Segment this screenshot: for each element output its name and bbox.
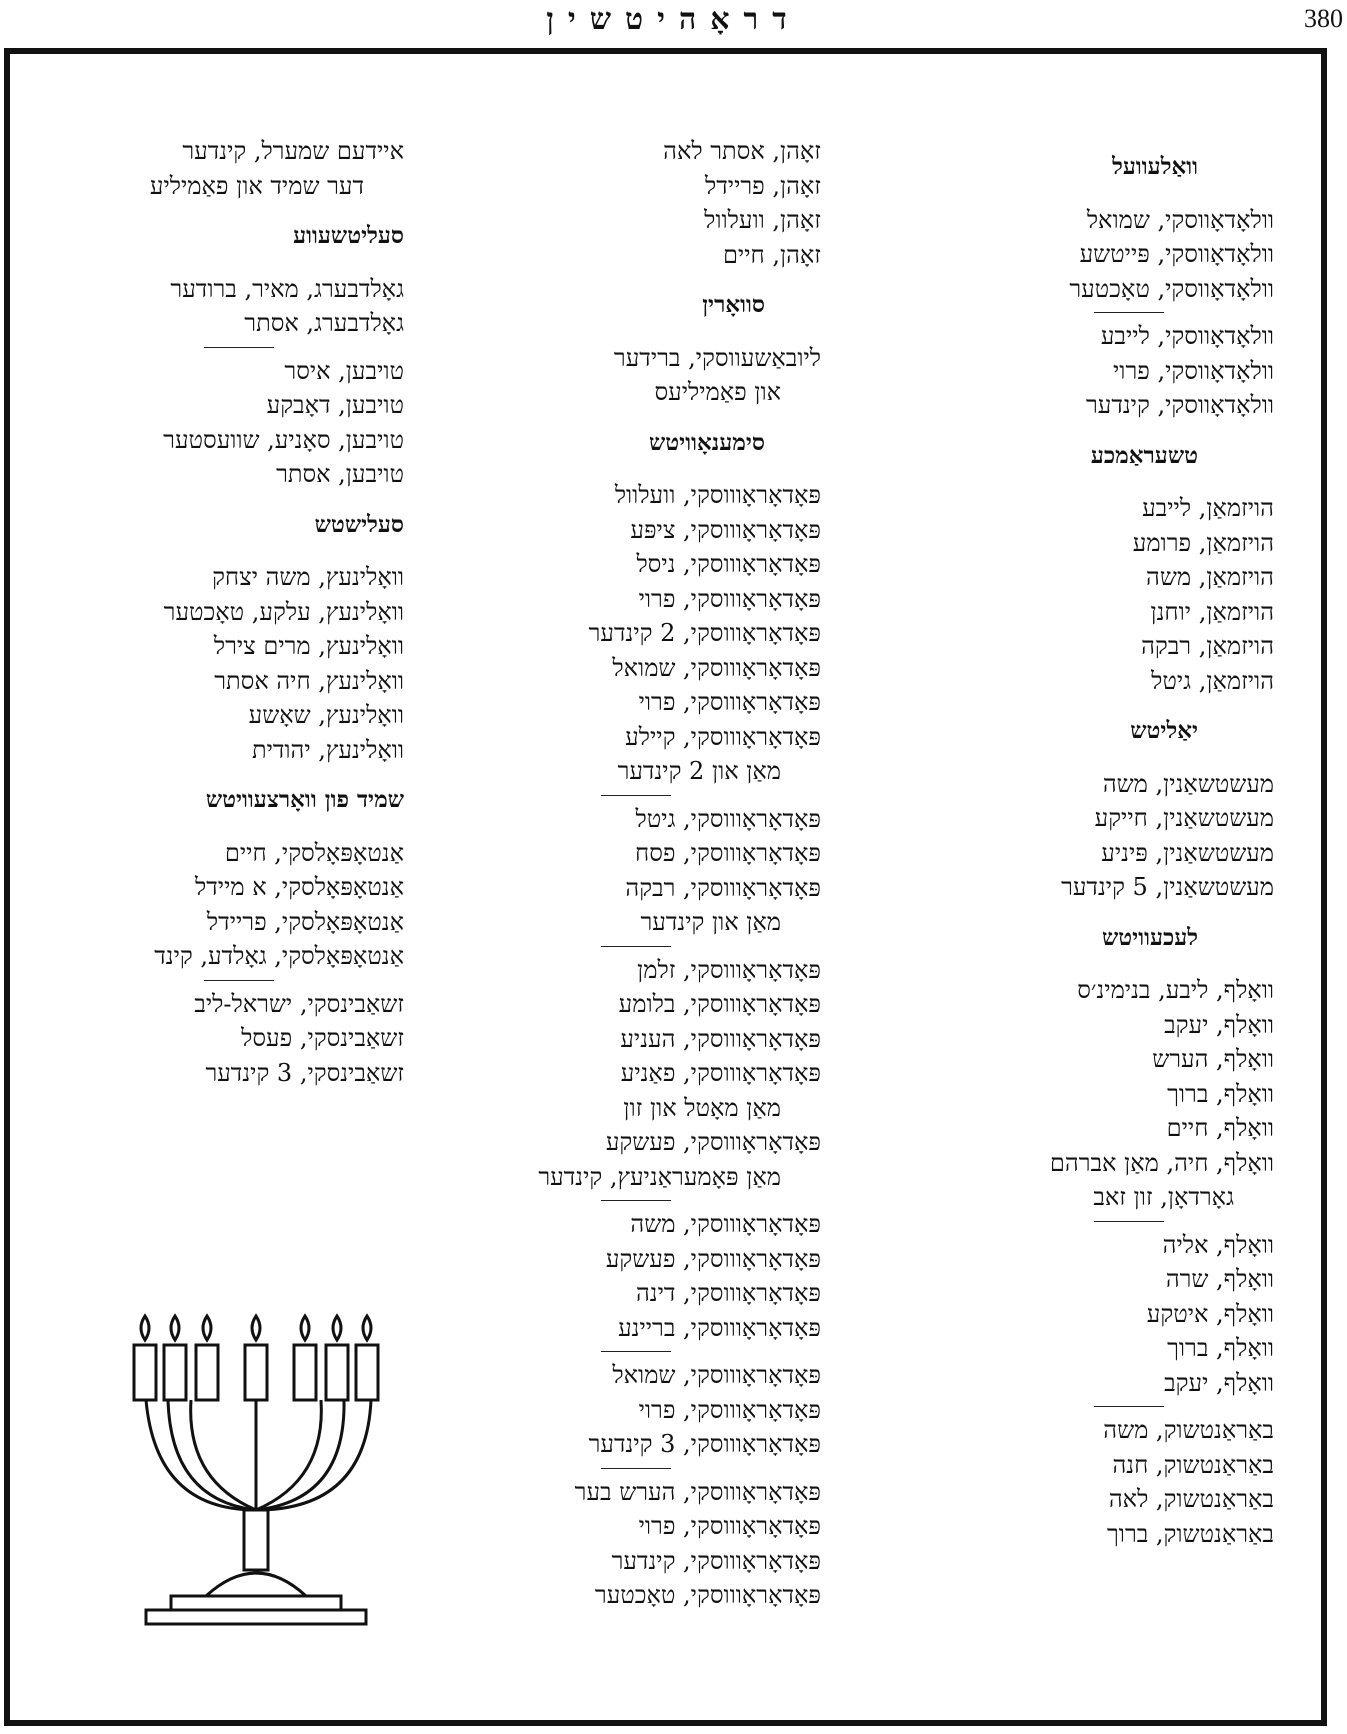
name-group — [904, 767, 1274, 905]
section — [441, 288, 821, 410]
section — [904, 921, 1274, 1552]
name-entry: הויזמאַן, יוחנן — [1150, 597, 1274, 626]
name-entry: אַנטאָפּאָלסקי, פריידל — [206, 907, 404, 936]
name-entry: אַנטאָפּאָלסקי, א מיידל — [195, 873, 404, 901]
name-entry: פּאָדאָראָוווסקי, פרוי — [638, 1512, 821, 1540]
page-number: 380 — [1304, 4, 1343, 33]
group-separator — [1094, 1221, 1164, 1222]
section — [24, 134, 404, 203]
name-entry: פּאָדאָראָוווסקי, העניע — [620, 1024, 821, 1053]
name-entry: מעשטשאַנין, 5 קינדער — [1061, 873, 1274, 901]
name-group — [904, 973, 1274, 1215]
name-entry: זשאַבינסקי, ישראל-ליב — [194, 989, 404, 1018]
group-separator — [601, 946, 671, 947]
name-entry: וולאָדאָווסקי, לייבע — [1100, 322, 1274, 350]
name-entry: פּאָדאָראָוווסקי, ניסל — [636, 550, 821, 578]
name-entry: פּאָדאָראָוווסקי, גיטל — [635, 804, 821, 833]
name-group — [441, 134, 821, 272]
name-entry: מאַן מאָטל און זון — [623, 1093, 781, 1122]
group-separator — [601, 795, 671, 796]
name-group — [24, 272, 404, 341]
name-entry: גאָלדבערג, מאיר, ברודער — [170, 274, 404, 303]
name-entry: זאָהן, וועלוול — [704, 206, 821, 234]
name-entry: וולאָדאָווסקי, קינדער — [1085, 391, 1274, 419]
name-entry: איידעם שמערל, קינדער — [182, 137, 404, 165]
group-separator — [601, 1351, 671, 1352]
column-left — [24, 134, 404, 1098]
name-entry: זאָהן, חיים — [722, 240, 821, 269]
name-group — [24, 134, 404, 203]
name-entry: וואָלף, חיה, מאַן אברהם — [1049, 1148, 1274, 1177]
name-entry: וואָלינעץ, משה יצחק — [212, 563, 404, 591]
name-entry: פּאָדאָראָוווסקי, שמואל — [612, 1361, 821, 1389]
name-entry: וולאָדאָווסקי, שמואל — [1086, 205, 1274, 234]
name-entry: פּאָדאָראָוווסקי, קינדער — [611, 1546, 821, 1575]
name-group — [24, 354, 404, 492]
name-entry: פּאָדאָראָוווסקי, טאָכטער — [594, 1581, 821, 1609]
menorah-icon — [116, 1310, 396, 1640]
section — [24, 783, 404, 1090]
name-entry: וואָלף, ליבע, בנימינ׳ס — [1077, 976, 1274, 1004]
name-group — [441, 1207, 821, 1345]
name-entry: זאָהן, פריידל — [705, 171, 821, 200]
group-separator — [204, 980, 274, 981]
name-group — [441, 478, 821, 789]
section-heading: שמיד פון וואָרצעוויטש — [205, 786, 404, 813]
name-entry: וולאָדאָווסקי, טאָכטער — [1069, 274, 1274, 303]
name-entry: פּאָדאָראָוווסקי, פרוי — [638, 584, 821, 613]
name-group — [441, 953, 821, 1195]
name-entry: מאַן און קינדער — [640, 908, 781, 936]
name-entry: פּאָדאָראָוווסקי, רבקה — [625, 873, 821, 902]
section-heading: סעליטשעווע — [293, 222, 404, 249]
name-entry: פּאָדאָראָוווסקי, דינה — [635, 1279, 821, 1307]
name-entry: באַראַנטשוק, חנה — [1112, 1450, 1274, 1479]
name-entry: פּאָדאָראָוווסקי, בריינע — [618, 1313, 821, 1342]
name-entry: הויזמאַן, פרומע — [1132, 528, 1274, 557]
name-entry: וואָלינעץ, חיה אסתר — [214, 666, 404, 695]
name-entry: פּאָדאָראָוווסקי, פסח — [634, 839, 821, 867]
section — [904, 439, 1274, 699]
section — [904, 714, 1274, 905]
section — [441, 134, 821, 272]
page-title: דראָהיטשין — [546, 2, 801, 37]
name-entry: פּאָדאָראָוווסקי, ציפּע — [630, 515, 821, 544]
section — [24, 508, 404, 768]
name-entry: וואָלף, איטקע — [1146, 1299, 1274, 1328]
name-group — [441, 802, 821, 940]
name-entry: באַראַנטשוק, ברוך — [1107, 1519, 1274, 1548]
name-entry: פּאָדאָראָוווסקי, שמואל — [612, 653, 821, 682]
name-entry: טויבען, דאָבקע — [266, 391, 404, 419]
section — [441, 426, 821, 1613]
name-entry: פּאָדאָראָוווסקי, קיילע — [625, 722, 821, 751]
name-entry: וואָלף, אליה — [1162, 1230, 1274, 1259]
name-entry: וואָלינעץ, יהודית — [251, 735, 404, 764]
name-entry: הויזמאַן, לייבע — [1142, 494, 1274, 522]
name-entry: מעשטשאַנין, פּיניע — [1101, 838, 1274, 867]
section-heading: יאַליטש — [1130, 717, 1198, 744]
column-middle — [441, 134, 821, 1621]
section-heading: סימענאָוויטש — [649, 428, 765, 456]
name-entry: זאָהן, אסתר לאה — [663, 137, 821, 165]
name-group — [441, 1358, 821, 1462]
name-entry: וולאָדאָווסקי, פּייטשע — [1079, 240, 1274, 268]
section-heading: וואַלעוועל — [1112, 153, 1198, 180]
group-separator — [601, 1200, 671, 1201]
name-entry: פּאָדאָראָוווסקי, בלומע — [618, 990, 821, 1018]
name-entry: מאַן פּאָמעראַניעץ, קינדער — [538, 1162, 781, 1191]
column-right — [904, 134, 1274, 1559]
name-entry: וואָלף, הערש — [1152, 1045, 1274, 1073]
name-entry: וואָלף, שרה — [1165, 1265, 1274, 1293]
name-entry: וואָלף, יעקב — [1164, 1010, 1274, 1039]
section-heading: טשעראַמכע — [1090, 441, 1198, 469]
name-entry: גאָלדבערג, אסתר — [244, 309, 404, 337]
name-group — [904, 319, 1274, 423]
group-separator — [601, 1468, 671, 1469]
name-group — [441, 341, 821, 410]
name-entry: פּאָדאָראָוווסקי, משה — [630, 1210, 821, 1238]
name-entry: זשאַבינסקי, פעסל — [241, 1024, 404, 1052]
name-entry: וואָלף, ברוך — [1167, 1079, 1274, 1108]
name-entry: גאָרדאָן, זון זאב — [1093, 1183, 1234, 1211]
name-entry: וואָלף, יעקב — [1164, 1368, 1274, 1397]
name-entry: פּאָדאָראָוווסקי, פעשקע — [605, 1128, 821, 1156]
name-entry: דער שמיד און פאַמיליע — [149, 171, 364, 200]
name-entry: פּאָדאָראָוווסקי, 2 קינדער — [588, 619, 821, 647]
name-group — [904, 1413, 1274, 1551]
name-entry: וואָלף, ברוך — [1167, 1334, 1274, 1362]
section — [24, 219, 404, 492]
name-entry: באַראַנטשוק, לאה — [1108, 1485, 1274, 1513]
name-group — [24, 560, 404, 767]
name-entry: פּאָדאָראָוווסקי, פעשקע — [605, 1244, 821, 1273]
name-entry: באַראַנטשוק, משה — [1103, 1416, 1274, 1444]
name-entry: מעשטשאַנין, חייקע — [1094, 804, 1274, 832]
name-entry: אַנטאָפּאָלסקי, חיים — [224, 838, 404, 867]
name-entry: פּאָדאָראָוווסקי, 3 קינדער — [588, 1430, 821, 1458]
section-heading: לעכעוויטש — [1101, 923, 1198, 951]
name-entry: מעשטשאַנין, משה — [1102, 769, 1274, 798]
name-entry: אַנטאָפּאָלסקי, גאָלדע, קינד — [154, 942, 404, 970]
name-group — [441, 1475, 821, 1613]
name-entry: וואָלינעץ, עלקע, טאָכטער — [163, 597, 404, 626]
section-heading: סעלישטש — [314, 510, 404, 538]
name-entry: פּאָדאָראָוווסקי, פרוי — [638, 688, 821, 716]
group-separator — [204, 347, 274, 348]
name-entry: טויבען, אסתר — [276, 460, 404, 488]
name-entry: הויזמאַן, משה — [1146, 563, 1274, 591]
name-entry: טויבען, סאָניע, שוועסטער — [163, 425, 404, 454]
name-group — [24, 836, 404, 974]
name-entry: וואָלינעץ, שאָשע — [248, 701, 404, 729]
group-separator — [1094, 312, 1164, 313]
name-entry: וולאָדאָווסקי, פרוי — [1113, 356, 1274, 385]
name-entry: פּאָדאָראָוווסקי, הערש בער — [574, 1477, 821, 1506]
name-entry: הויזמאַן, גיטל — [1151, 666, 1274, 695]
name-entry: ליובאַשעווסקי, ברידער — [613, 343, 821, 372]
name-group — [24, 987, 404, 1091]
name-entry: פּאָדאָראָוווסקי, וועלוול — [614, 481, 821, 509]
name-entry: זשאַבינסקי, 3 קינדער — [205, 1058, 404, 1087]
section-heading: סוואָרין — [702, 291, 765, 318]
section — [904, 150, 1274, 423]
name-group — [904, 203, 1274, 307]
name-entry: וואָלינעץ, מרים צירל — [213, 632, 404, 660]
group-separator — [1094, 1406, 1164, 1407]
name-entry: פּאָדאָראָוווסקי, פרוי — [638, 1395, 821, 1424]
name-entry: וואָלף, חיים — [1166, 1114, 1274, 1142]
name-entry: מאַן און 2 קינדער — [617, 757, 781, 785]
name-entry: הויזמאַן, רבקה — [1141, 632, 1274, 660]
name-entry: טויבען, איסר — [284, 356, 404, 385]
name-entry: און פאַמיליעס — [654, 378, 781, 406]
name-entry: פּאָדאָראָוווסקי, פאַניע — [620, 1059, 821, 1087]
name-group — [904, 1228, 1274, 1401]
name-group — [904, 491, 1274, 698]
name-entry: פּאָדאָראָוווסקי, זלמן — [637, 955, 821, 984]
